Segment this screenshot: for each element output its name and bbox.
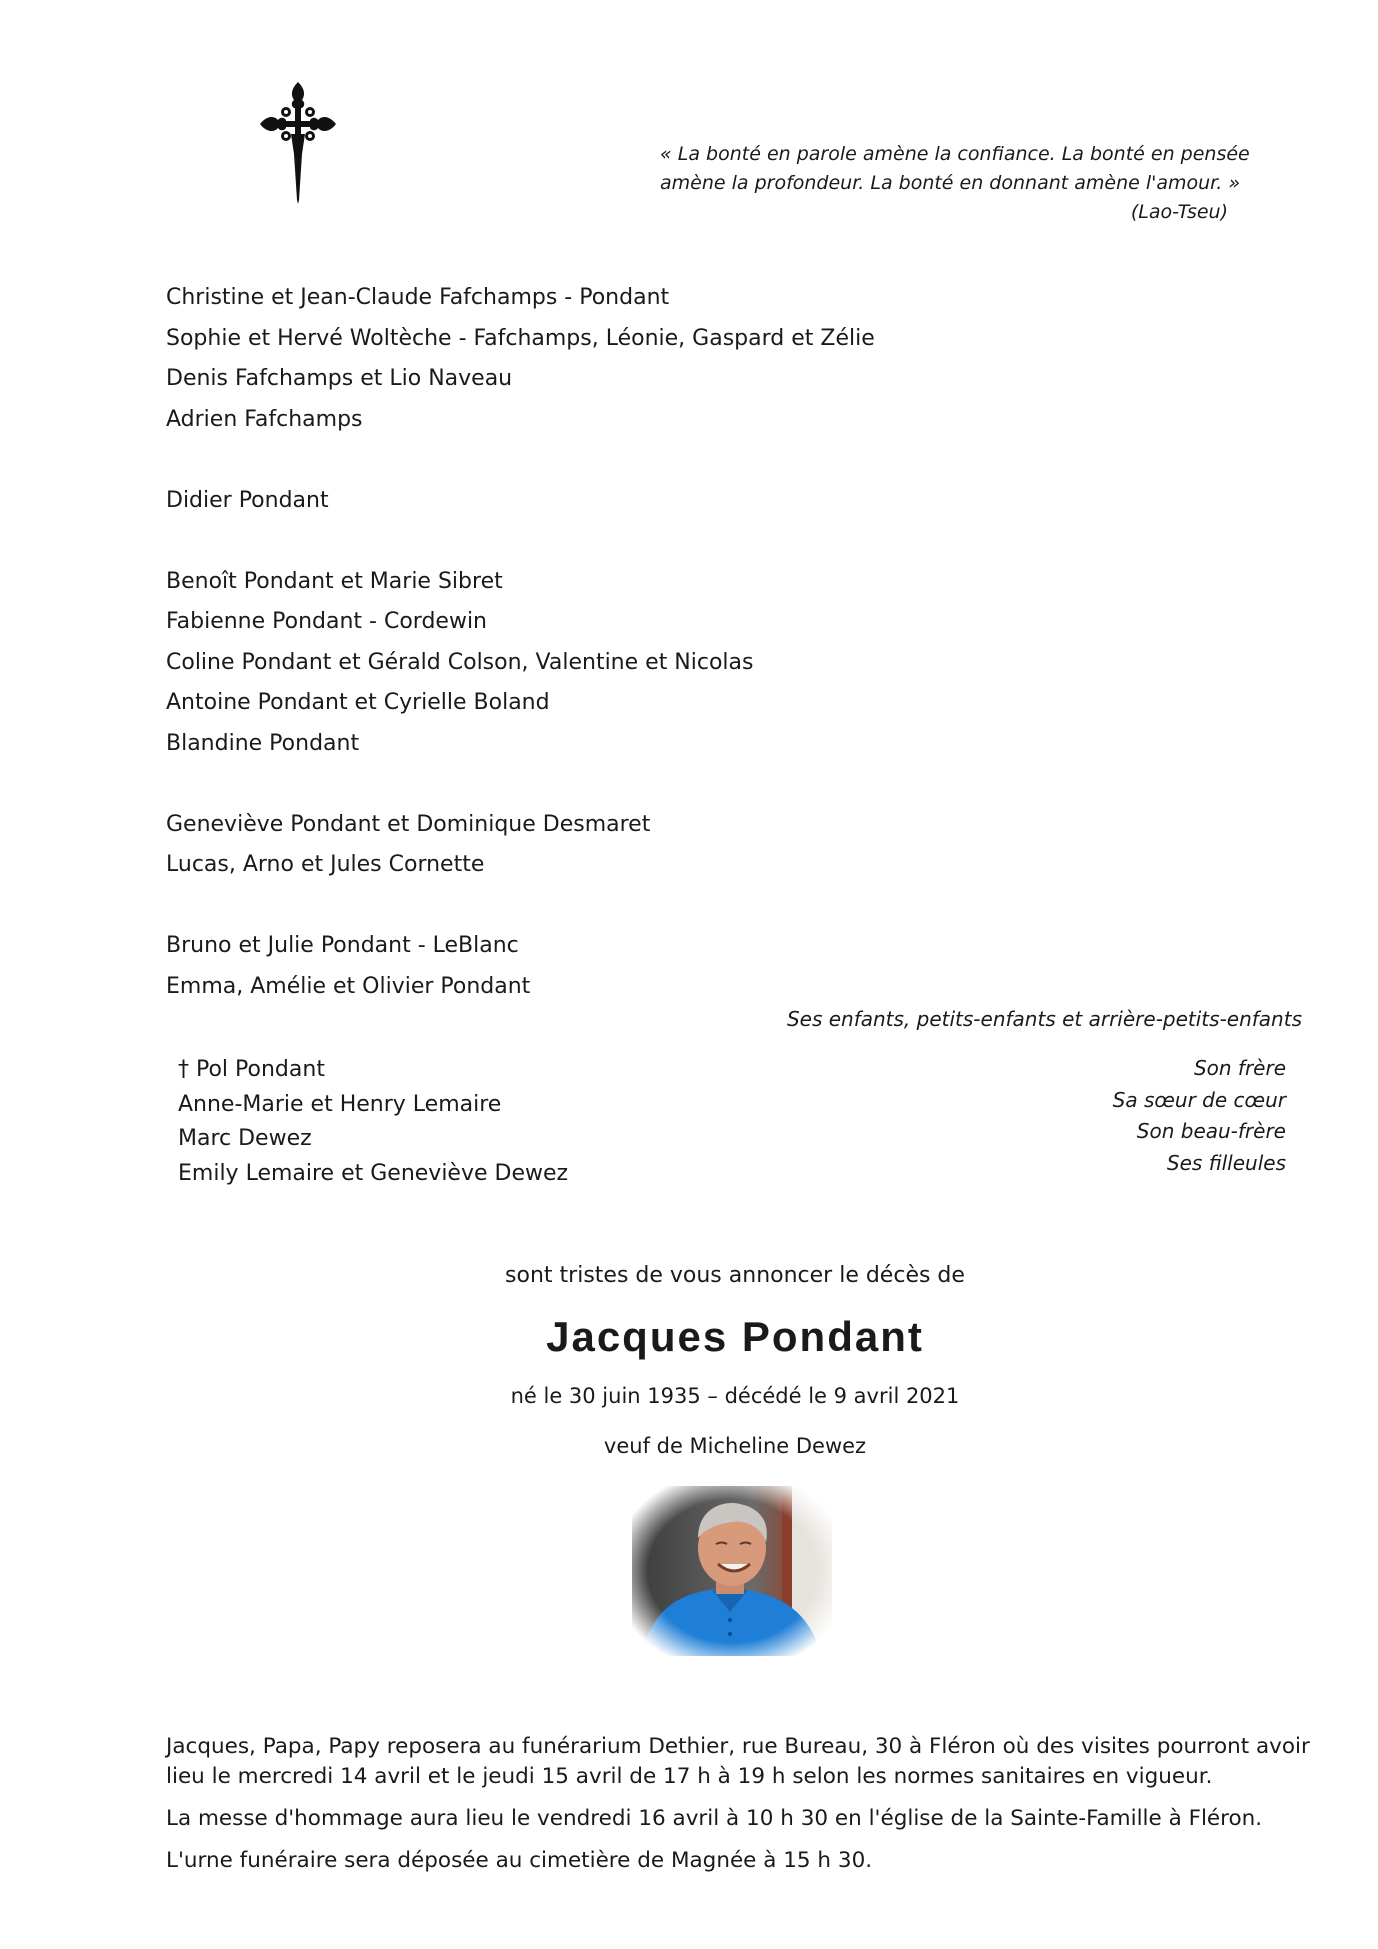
family-group: [166, 926, 875, 1007]
epigraph-quote: [660, 140, 1280, 227]
deceased-name: Jacques Pondant: [546, 1313, 924, 1360]
announcement-text: sont tristes de vous annoncer le décès de: [505, 1263, 965, 1288]
family-member: Christine et Jean-Claude Fafchamps - Pondant: [166, 285, 670, 310]
family-member: Denis Fafchamps et Lio Naveau: [166, 366, 513, 391]
family-member: Sophie et Hervé Woltèche - Fafchamps, Léonie, Gaspard et Zélie: [166, 325, 875, 351]
family-group: [166, 805, 875, 886]
family-member: Coline Pondant et Gérald Colson, Valentine et Nicolas: [166, 649, 754, 675]
relation-name: Emily Lemaire et Geneviève Dewez: [178, 1160, 569, 1186]
urn-info: L'urne funéraire sera déposée au cimetière de Magnée à 15 h 30.: [166, 1848, 873, 1873]
family-group: [166, 278, 875, 440]
family-member: Didier Pondant: [166, 487, 329, 513]
family-group: [166, 562, 875, 765]
funeral-info: [166, 1732, 1316, 1888]
relation-name: Marc Dewez: [178, 1126, 312, 1151]
family-list: [166, 278, 875, 1007]
relations-roles: [1113, 1053, 1286, 1179]
quote-line-2: amène la profondeur. La bonté en donnant amène l'amour. »: [660, 172, 1241, 194]
relation-role: Ses filleules: [1166, 1150, 1286, 1175]
quote-line-1: « La bonté en parole amène la confiance. La bonté en pensée: [660, 143, 1250, 165]
widower-line: veuf de Micheline Dewez: [603, 1434, 867, 1458]
mass-info: La messe d'hommage aura lieu le vendredi 16 avril à 10 h 30 en l'église de la Sainte-Famille à Fléron.: [166, 1806, 1263, 1831]
relation-role: Sa sœur de cœur: [1112, 1087, 1286, 1112]
family-member: Antoine Pondant et Cyrielle Boland: [166, 690, 550, 715]
cross-icon: [258, 82, 338, 204]
family-member: Emma, Amélie et Olivier Pondant: [166, 973, 531, 999]
relation-role: Son frère: [1193, 1056, 1286, 1080]
family-member: Lucas, Arno et Jules Cornette: [166, 852, 485, 877]
quote-author: (Lao-Tseu): [1130, 201, 1228, 223]
relation-name: Anne-Marie et Henry Lemaire: [178, 1091, 502, 1117]
family-member: Fabienne Pondant - Cordewin: [166, 609, 487, 634]
relation-name: † Pol Pondant: [178, 1057, 325, 1082]
family-member: Bruno et Julie Pondant - LeBlanc: [166, 933, 519, 958]
children-caption: Ses enfants, petits-enfants et arrière-petits-enfants: [786, 1007, 1302, 1031]
family-member: Adrien Fafchamps: [166, 406, 363, 432]
family-member: Benoît Pondant et Marie Sibret: [166, 568, 503, 594]
life-dates: né le 30 juin 1935 – décédé le 9 avril 2021: [510, 1384, 960, 1408]
family-member: Blandine Pondant: [166, 730, 360, 756]
relations-names: [178, 1053, 568, 1191]
portrait-photo: [632, 1486, 832, 1656]
visitation-info: Jacques, Papa, Papy reposera au funérarium Dethier, rue Bureau, 30 à Fléron où des visites pourront avoir lieu le mercredi 14 avril et le jeudi 15 avril de 17 h à 19 h selon les normes sanitaires en vigueur.: [166, 1734, 1310, 1789]
family-group: [166, 481, 875, 522]
relation-role: Son beau-frère: [1136, 1119, 1286, 1143]
family-member: Geneviève Pondant et Dominique Desmaret: [166, 811, 651, 837]
